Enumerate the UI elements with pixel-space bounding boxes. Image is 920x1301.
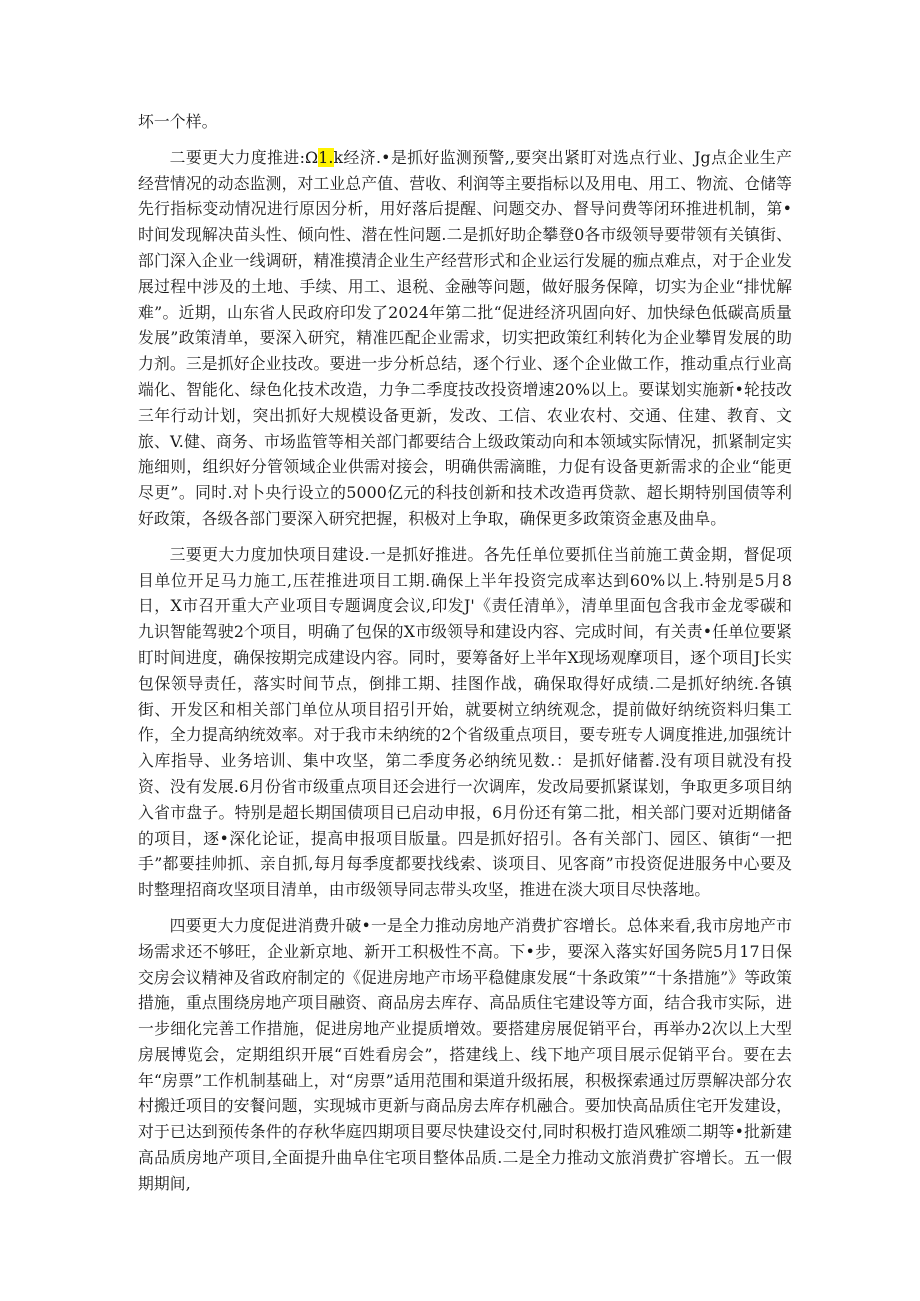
document-body bbox=[138, 109, 792, 1197]
paragraph-section-2 bbox=[138, 145, 792, 532]
paragraph-section-3: 三要更大力度加快项目建设.一是抓好推进。各先任单位要抓住当前施工黄金期，督促项目单位开足马力施工,压茬推进项目工期.确保上半年投资完成率达到60%以上.特别是5月8日，X市召开重大产业项目专题调度会议,印发J'《责任清单》，清单里面包含我市金龙零碳和九识智能驾驶2个项目，明确了包保的X市级领导和建设内容、完成时间，有关责•任单位要紧盯时间进度，确保按期完成建设内容。同时，要筹备好上半年X现场观摩项目，逐个项目J长实包保领导责任，落实时间节点，倒排工期、挂图作战，确保取得好成绩.二是抓好纳统.各镇街、开发区和相关部门单位从项目招引开始，就要树立纳统观念，提前做好纳统资料归集工作，全力提高纳统效率。对于我市未纳统的2个省级重点项目，要专班专人调度推进,加强统计入库指导、业务培训、集中攻坚，第二季度务必纳统见数.：是抓好储蓄.没有项目就没有投资、没有发展.6月份省市级重点项目还会进行一次调库，发改局要抓紧谋划，争取更多项目纳入省市盘子。特别是超长期国债项目已启动申报，6月份还有第二批，相关部门要对近期储备的项目，逐•深化论证，提高申报项目版量。四是抓好招引。各有关部门、园区、镇街“一把手”都要挂帅抓、亲自抓,每月每季度都要找线索、谈项目、见客商”市投资促进服务中心要及时整理招商攻坚项目清单，由市级领导同志带头攻坚，推进在淡大项目尽快落地。 bbox=[138, 544, 792, 900]
section-2-body: k经济.•是抓好监测预警,,要突出紧盯对选点行业、Jg点企业生产经营情况的动态监测，对工业总产值、营收、利润等主要指标以及用电、用工、物流、仓储等先行指标变动情况进行原因分析，用好落后提醒、问题交办、督导问费等闭环推进机制，第•时间发现解决苗头性、倾向性、潜在性问题.二是抓好助企攀登0各市级领导要带领有关镇街、部门深入企业一线调研，精准摸清企业生产经营形式和企业运行发屣的痂点难点，对于企业发展过程中涉及的土地、手续、用工、退税、金融等问题，做好服务保障，切实为企业“排忧解难”。近期，山东省人民政府印发了2024年第二批“促进经济巩固向好、加快绿色低碳高质量发展”政策清单，要深入研究，精准匹配企业需求，切实把政策红利转化为企业攀胃发展的助力剂。三是抓好企业技改。要进一步分析总结，逐个行业、逐个企业做工作，推动重点行业高端化、智能化、绿色化技术改造，力争二季度技改投资增速20%以上。要谋划实施新•轮技改三年行动计划，突出抓好大规模设备更新，发改、工信、农业农村、交通、住建、教育、文旅、V.健、商务、市场监管等相关部门都要结合上级政策动向和本领域实际情况，抓紧制定实施细则，组织好分管领域企业供需对接会，明确供需滴睢，力促有设备更新需求的企业“能更尽更”。同时.对卜央行设立的5000亿元的科技创新和技术改造再贷款、超长期特别国债等利好政策，各级各部门要深入研究把握，积极对上争取，确保更多政策资金惠及曲阜。 bbox=[138, 147, 792, 528]
paragraph-section-4: 四要更大力度促进消费升破•一是全力推动房地产消费扩容增长。总体来看,我市房地产市场需求还不够旺，企业新京地、新开工积极性不高。下•步，要深入落实好国务院5月17日保交房会议精神及省政府制定的《促进房地产市场平稳健康发展“十条政策”“十条措施”》等政策措施，重点围绕房地产项目融资、商品房去库存、高品质住宅建设等方面，结合我市实际，进一步细化完善工作措施，促进房地产业提质增效。要搭建房展促销平台，再举办2次以上大型房展博览会，定期组织开展“百姓看房会”，搭建线上、线下地产项目展示促销平台。要在去年“房票”工作机制基础上，对“房票”适用范围和渠道升级拓展，积极探索通过厉票解决部分农村搬迁项目的安餐问题，实现城市更新与商品房去库存机融合。要加快高品质住宅开发建设，对于已达到预传条件的存秋华庭四期项目要尽快建设交付,同时积极打造风雅颂二期等•批新建高品质房地产项目,全面提升曲阜住宅项目整体品质.二是全力推动文旅消费扩容增长。五一假期期间, bbox=[138, 915, 792, 1193]
highlighted-text: 1. bbox=[318, 147, 334, 167]
paragraph-fragment: 坏一个样。 bbox=[138, 112, 218, 131]
section-2-prefix: 二要更大力度推进:Ω bbox=[169, 147, 319, 167]
